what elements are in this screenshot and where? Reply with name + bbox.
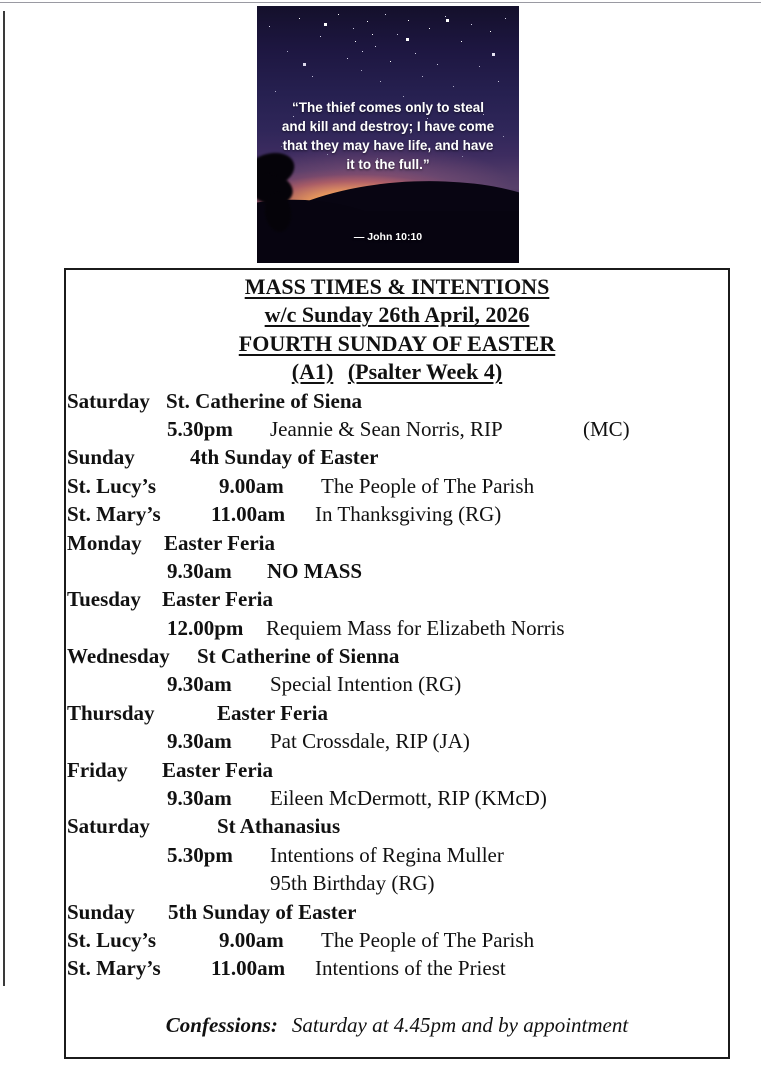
scripture-quote-image xyxy=(257,6,519,263)
mass-time: 9.30am xyxy=(167,672,232,697)
schedule-row xyxy=(66,472,728,500)
confessions-text: Saturday at 4.45pm and by appointment xyxy=(291,1013,629,1038)
scripture-quote-text xyxy=(267,98,508,174)
mass-intention: The People of The Parish xyxy=(321,473,535,498)
mass-times-box xyxy=(64,268,730,1059)
schedule-row xyxy=(66,841,728,869)
church-label: St. Mary’s xyxy=(67,502,161,527)
sunday-title xyxy=(66,330,728,358)
psalter-week: (Psalter Week 4) xyxy=(347,359,503,385)
day-label: Saturday xyxy=(67,814,150,839)
feast-label: St Catherine of Sienna xyxy=(197,644,400,669)
mass-intention: Eileen McDermott, RIP (KMcD) xyxy=(270,786,547,811)
day-label: Sunday xyxy=(67,445,135,470)
church-label: St. Mary’s xyxy=(67,956,161,981)
schedule-row xyxy=(66,756,728,784)
feast-label: Easter Feria xyxy=(217,700,328,725)
mass-time: 5.30pm xyxy=(167,842,233,867)
lectionary-cycle: (A1) xyxy=(291,359,334,385)
mass-intention: Requiem Mass for Elizabeth Norris xyxy=(266,615,565,640)
mass-time: 11.00am xyxy=(211,956,286,981)
schedule-row xyxy=(66,415,728,443)
schedule-row xyxy=(66,557,728,585)
mass-time: 9.30am xyxy=(167,558,232,583)
feast-label: 5th Sunday of Easter xyxy=(168,899,357,924)
day-label: Sunday xyxy=(67,899,135,924)
scan-edge-top-line xyxy=(0,2,761,3)
mass-intention: 95th Birthday (RG) xyxy=(270,871,435,896)
confessions-label: Confessions: xyxy=(165,1013,278,1038)
schedule-row xyxy=(66,585,728,613)
day-label: Tuesday xyxy=(67,587,141,612)
feast-label: 4th Sunday of Easter xyxy=(190,445,379,470)
day-label: Friday xyxy=(67,757,128,782)
mass-time: 12.00pm xyxy=(167,615,244,640)
mass-intention: Special Intention (RG) xyxy=(270,672,462,697)
mass-intention: Jeannie & Sean Norris, RIP xyxy=(270,416,503,441)
schedule-row-continuation xyxy=(66,869,728,897)
quote-line: “The thief comes only to steal xyxy=(291,100,484,115)
day-label: Thursday xyxy=(67,700,155,725)
mass-intention: Intentions of the Priest xyxy=(315,956,506,981)
mass-intention: Intentions of Regina Muller xyxy=(270,842,504,867)
schedule-row xyxy=(66,500,728,528)
schedule-row xyxy=(66,670,728,698)
intention-note: (MC) xyxy=(583,416,630,441)
title-text: MASS TIMES & INTENTIONS xyxy=(244,274,550,299)
schedule-row xyxy=(66,443,728,471)
scan-edge-left-line xyxy=(3,11,5,986)
mass-time: 9.00am xyxy=(219,473,284,498)
page-title xyxy=(66,273,728,301)
schedule-row xyxy=(66,812,728,840)
schedule-row xyxy=(66,784,728,812)
sunday-text: FOURTH SUNDAY OF EASTER xyxy=(238,330,556,356)
quote-line: it to the full.” xyxy=(346,157,430,172)
mass-intention: Pat Crossdale, RIP (JA) xyxy=(270,729,470,754)
bright-stars-decoration xyxy=(257,6,258,7)
confessions-line xyxy=(66,1011,728,1039)
mass-time: 5.30pm xyxy=(167,416,233,441)
day-label: Saturday xyxy=(67,388,150,413)
mass-time: 9.00am xyxy=(219,927,284,952)
schedule-row xyxy=(66,529,728,557)
schedule-row xyxy=(66,926,728,954)
week-commencing xyxy=(66,301,728,329)
mass-intention: NO MASS xyxy=(267,558,363,583)
church-label: St. Lucy’s xyxy=(67,927,157,952)
subtitle xyxy=(66,358,728,386)
day-label: Monday xyxy=(67,530,142,555)
week-text: w/c Sunday 26th April, 2026 xyxy=(264,302,530,328)
mass-time: 9.30am xyxy=(167,786,232,811)
schedule-row xyxy=(66,642,728,670)
mass-time: 11.00am xyxy=(211,502,286,527)
schedule-row xyxy=(66,898,728,926)
schedule-row xyxy=(66,387,728,415)
scripture-reference: — John 10:10 xyxy=(353,231,423,243)
mass-intention: In Thanksgiving (RG) xyxy=(315,502,502,527)
feast-label: St. Catherine of Siena xyxy=(166,388,362,413)
feast-label: St Athanasius xyxy=(217,814,341,839)
mass-intention: The People of The Parish xyxy=(321,927,535,952)
church-label: St. Lucy’s xyxy=(67,473,157,498)
quote-line: and kill and destroy; I have come xyxy=(281,119,495,134)
feast-label: Easter Feria xyxy=(164,530,275,555)
schedule-row xyxy=(66,727,728,755)
quote-line: that they may have life, and have xyxy=(282,138,494,153)
feast-label: Easter Feria xyxy=(162,757,273,782)
feast-label: Easter Feria xyxy=(162,587,273,612)
schedule-row xyxy=(66,954,728,982)
mass-time: 9.30am xyxy=(167,729,232,754)
schedule-row xyxy=(66,699,728,727)
spacer-line xyxy=(66,983,728,1011)
day-label: Wednesday xyxy=(67,644,170,669)
schedule-row xyxy=(66,614,728,642)
